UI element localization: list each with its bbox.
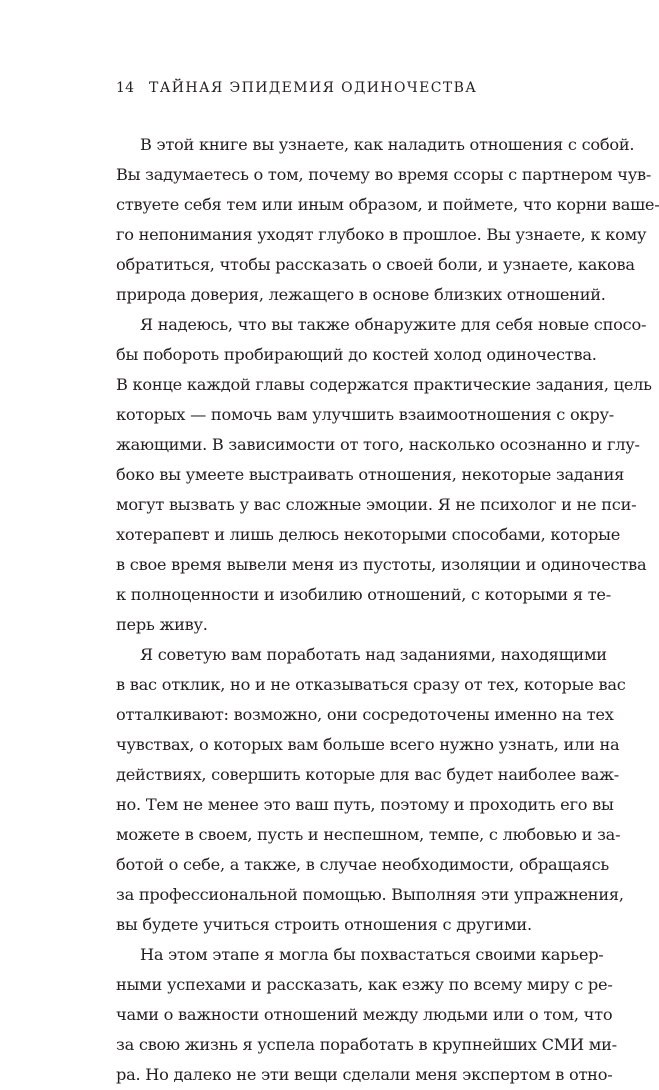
text-line: ра. Но далеко не эти вещи сделали меня экспертом в отно- [116, 1065, 613, 1084]
running-header [116, 80, 477, 96]
text-line: чувствах, о которых вам больше всего нужно узнать, или на [116, 735, 620, 754]
text-line: В конце каждой главы содержатся практические задания, цель [116, 375, 652, 394]
text-line: за профессиональной помощью. Выполняя эти упражнения, [116, 885, 624, 904]
text-line: Вы задумаетесь о том, почему во время ссоры с партнером чув- [116, 165, 652, 184]
text-line: отталкивают: возможно, они сосредоточены именно на тех [116, 705, 614, 724]
text-line: ными успехами и рассказать, как езжу по всему миру с ре- [116, 975, 613, 994]
body-text [116, 130, 659, 1090]
text-line: можете в своем, пусть и неспешном, темпе, с любовью и за- [116, 825, 621, 844]
text-line: ствуете себя тем или иным образом, и поймете, что корни ваше- [116, 195, 659, 214]
text-line: которых — помочь вам улучшить взаимоотношения с окру- [116, 405, 614, 424]
text-line: вы будете учиться строить отношения с другими. [116, 915, 532, 934]
text-line: за свою жизнь я успела поработать в крупнейших СМИ ми- [116, 1035, 617, 1054]
text-line: В этой книге вы узнаете, как наладить отношения с собой. [140, 135, 635, 154]
text-line: действиях, совершить которые для вас будет наиболее важ- [116, 765, 619, 784]
text-line: боко вы умеете выстраивать отношения, некоторые задания [116, 465, 625, 484]
text-line: в вас отклик, но и не отказываться сразу от тех, которые вас [116, 675, 626, 694]
book-title: ТАЙНАЯ ЭПИДЕМИЯ ОДИНОЧЕСТВА [149, 80, 478, 96]
text-line: в свое время вывели меня из пустоты, изоляции и одиночества [116, 555, 647, 574]
text-line: Я надеюсь, что вы также обнаружите для себя новые спосо- [140, 315, 647, 334]
page-number: 14 [116, 80, 135, 96]
text-line: жающими. В зависимости от того, насколько осознанно и глу- [116, 435, 640, 454]
text-line: природа доверия, лежащего в основе близких отношений. [116, 285, 606, 304]
text-line: могут вызвать у вас сложные эмоции. Я не психолог и не пси- [116, 495, 637, 514]
text-line: обратиться, чтобы рассказать о своей боли, и узнаете, какова [116, 255, 635, 274]
text-line: перь живу. [116, 615, 208, 634]
text-line: чами о важности отношений между людьми или о том, что [116, 1005, 613, 1024]
paragraph [116, 310, 652, 640]
text-line: к полноценности и изобилию отношений, с которыми я те- [116, 585, 611, 604]
paragraph [116, 130, 659, 310]
text-line: но. Тем не менее это ваш путь, поэтому и проходить его вы [116, 795, 614, 814]
text-line: бы побороть пробирающий до костей холод одиночества. [116, 345, 597, 364]
text-line: го непонимания уходят глубоко в прошлое. Вы узнаете, к кому [116, 225, 647, 244]
text-line: хотерапевт и лишь делюсь некоторыми способами, которые [116, 525, 621, 544]
paragraph [116, 640, 626, 940]
paragraph [116, 940, 617, 1090]
text-line: ботой о себе, а также, в случае необходимости, обращаясь [116, 855, 609, 874]
text-line: Я советую вам поработать над заданиями, находящими [140, 645, 607, 664]
text-line: На этом этапе я могла бы похвастаться своими карьер- [140, 945, 604, 964]
